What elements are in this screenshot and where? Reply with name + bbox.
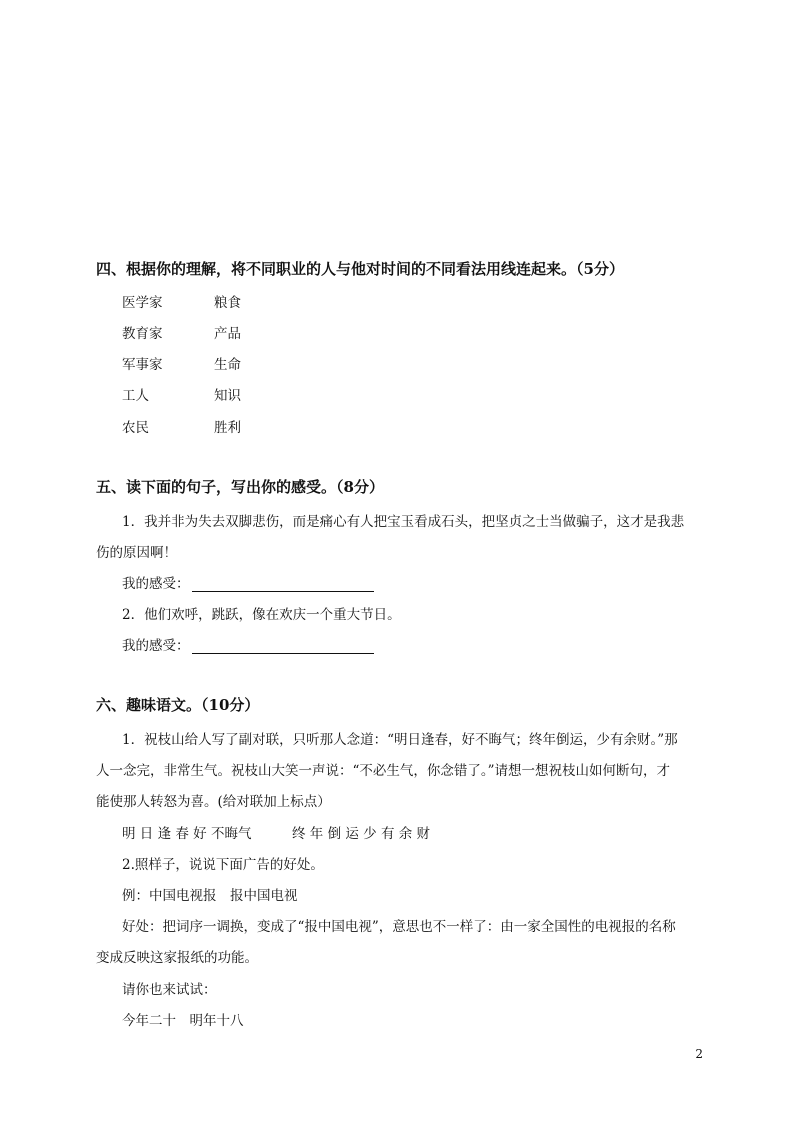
occupation-item: 教育家: [122, 326, 163, 342]
occupation-item: 工人: [122, 388, 149, 404]
s5-q2: 2．他们欢呼，跳跃，像在欢庆一个重大节日。: [122, 607, 401, 623]
couplet-first: 明 日 逢 春 好 不晦气: [122, 826, 252, 842]
view-item: 胜利: [214, 420, 241, 436]
feeling-label: 我的感受：: [122, 638, 190, 654]
occupation-item: 军事家: [122, 357, 163, 373]
section5-heading: 五、读下面的句子，写出你的感受。（8分）: [96, 478, 384, 496]
couplet-second: 终 年 倒 运 少 有 余 财: [292, 826, 431, 842]
s5-q1-line1: 1．我并非为失去双脚悲伤，而是痛心有人把宝玉看成石头，把坚贞之士当做骗子，这才是我悲: [122, 514, 685, 530]
feeling-answer-blank-2[interactable]: [192, 639, 374, 654]
page-number: 2: [695, 1047, 703, 1061]
view-item: 粮食: [214, 295, 241, 311]
occupation-item: 农民: [122, 420, 149, 436]
s6-benefit-line2: 变成反映这家报纸的功能。: [96, 950, 258, 966]
view-item: 产品: [214, 326, 241, 342]
s6-q1-line2: 人一念完，非常生气。祝枝山大笑一声说：“不必生气，你念错了。”请想一想祝枝山如何断句，才: [96, 763, 671, 779]
occupation-item: 医学家: [122, 295, 163, 311]
s6-try-item: 今年二十 明年十八: [122, 1013, 244, 1029]
section4-heading: 四、根据你的理解，将不同职业的人与他对时间的不同看法用线连起来。（5分）: [96, 260, 624, 278]
feeling-label: 我的感受：: [122, 576, 190, 592]
s6-q1-line1: 1．祝枝山给人写了副对联，只听那人念道：“明日逢春，好不晦气；终年倒运，少有余财。”那: [122, 732, 678, 748]
section6-heading: 六、趣味语文。（10分）: [96, 696, 260, 714]
s6-example: 例：中国电视报 报中国电视: [122, 888, 298, 904]
s5-feeling-row-1: [122, 572, 374, 592]
s6-benefit-line1: 好处：把词序一调换，变成了“报中国电视”，意思也不一样了：由一家全国性的电视报的名称: [122, 919, 676, 935]
view-item: 生命: [214, 357, 241, 373]
s5-q1-line2: 伤的原因啊！: [96, 545, 177, 561]
s6-try: 请你也来试试：: [122, 982, 217, 998]
s6-q1-line3: 能使那人转怒为喜。(给对联加上标点）: [96, 794, 331, 810]
feeling-answer-blank-1[interactable]: [192, 577, 374, 592]
view-item: 知识: [214, 388, 241, 404]
s5-feeling-row-2: [122, 634, 374, 654]
s6-q2: 2.照样子，说说下面广告的好处。: [122, 857, 324, 873]
